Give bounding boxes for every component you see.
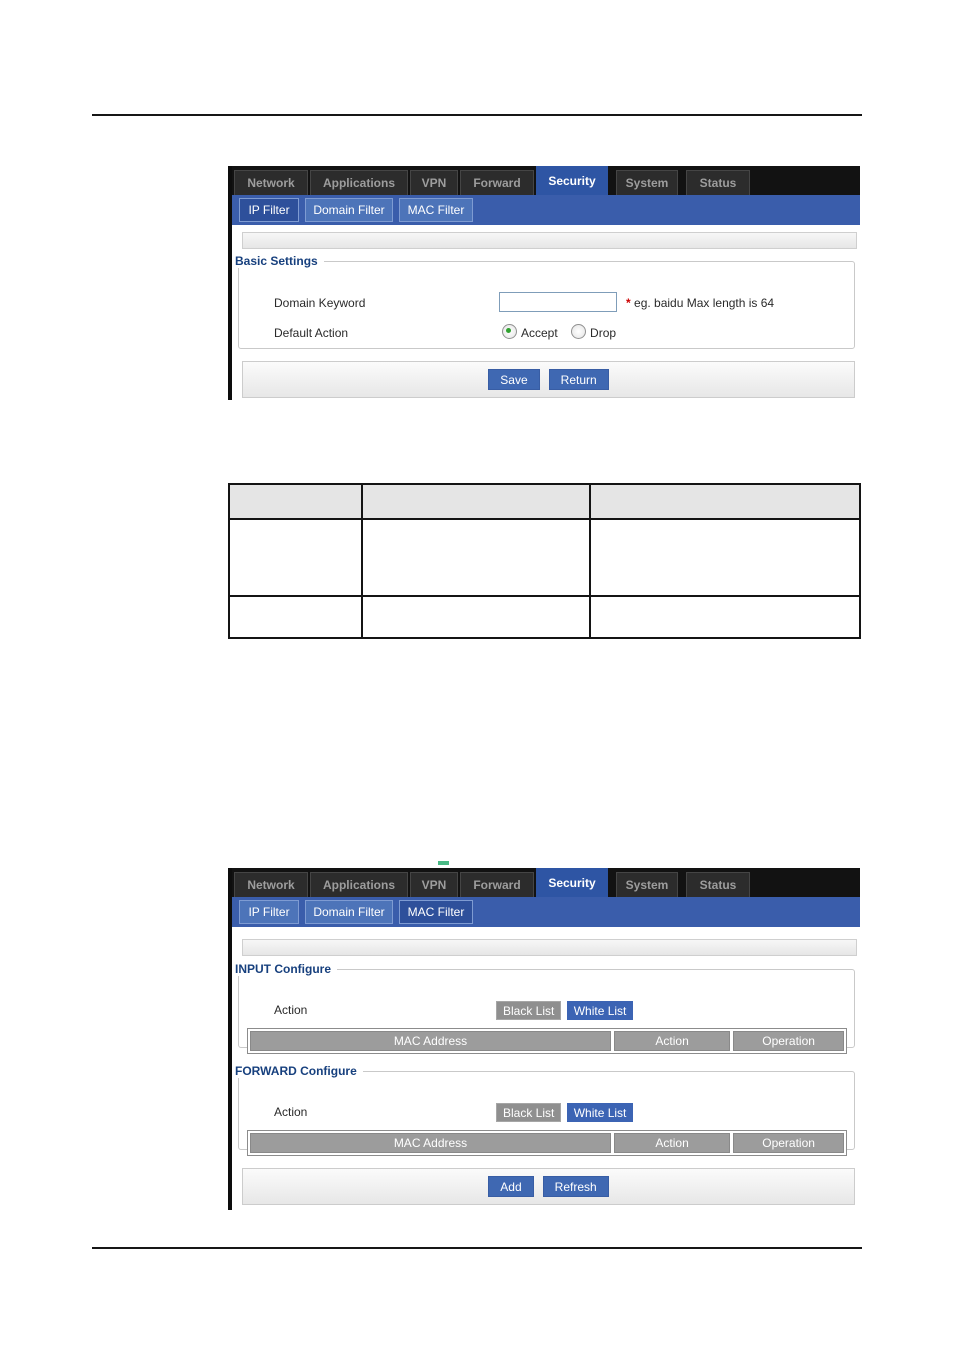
domain-keyword-label: Domain Keyword: [274, 296, 366, 310]
subtab-domain-filter[interactable]: Domain Filter: [305, 900, 393, 924]
filter-subtab-bar: [232, 195, 860, 225]
default-action-label: Default Action: [274, 326, 349, 340]
domain-filter-screenshot: [228, 166, 860, 400]
table-header-cell: [591, 485, 859, 520]
footer-rule: [92, 1247, 862, 1249]
drop-radio-label: Drop: [590, 326, 617, 340]
input-configure-legend: INPUT Configure: [235, 962, 331, 976]
column-action: Action: [614, 1133, 730, 1153]
tab-network[interactable]: Network: [234, 872, 308, 897]
return-button[interactable]: Return: [549, 369, 609, 390]
table-cell: [363, 597, 591, 637]
forward-white-list-button[interactable]: White List: [567, 1103, 634, 1122]
input-configure-panel: [235, 962, 855, 1048]
table-header-cell: [363, 485, 591, 520]
mac-filter-screenshot: [228, 868, 860, 1210]
basic-settings-panel: [235, 254, 855, 349]
refresh-button[interactable]: Refresh: [543, 1176, 609, 1197]
input-white-list-button[interactable]: White List: [567, 1001, 634, 1020]
message-bar: [242, 939, 857, 956]
tab-forward[interactable]: Forward: [460, 872, 534, 897]
tab-vpn[interactable]: VPN: [410, 170, 458, 195]
accept-radio[interactable]: [502, 324, 517, 339]
add-refresh-bar: [242, 1168, 855, 1205]
table-cell: [230, 597, 363, 637]
domain-keyword-input[interactable]: [499, 292, 617, 312]
forward-black-list-button[interactable]: Black List: [496, 1103, 561, 1122]
required-mark: *: [626, 296, 631, 310]
tab-security[interactable]: Security: [536, 166, 608, 195]
tab-status[interactable]: Status: [686, 872, 750, 897]
tab-forward[interactable]: Forward: [460, 170, 534, 195]
save-button[interactable]: Save: [488, 369, 539, 390]
column-mac-address: MAC Address: [250, 1133, 611, 1153]
subtab-ip-filter[interactable]: IP Filter: [239, 198, 299, 222]
column-operation: Operation: [733, 1133, 844, 1153]
filter-subtab-bar: [232, 897, 860, 927]
main-tab-bar: [232, 166, 860, 195]
column-operation: Operation: [733, 1031, 844, 1051]
green-marker-artifact: [438, 861, 449, 865]
drop-radio[interactable]: [571, 324, 586, 339]
table-cell: [230, 520, 363, 597]
table-cell: [591, 597, 859, 637]
tab-vpn[interactable]: VPN: [410, 872, 458, 897]
subtab-mac-filter[interactable]: MAC Filter: [399, 198, 473, 222]
add-button[interactable]: Add: [488, 1176, 533, 1197]
tab-system[interactable]: System: [616, 872, 678, 897]
forward-configure-legend: FORWARD Configure: [235, 1064, 357, 1078]
save-return-bar: [242, 361, 855, 398]
subtab-domain-filter[interactable]: Domain Filter: [305, 198, 393, 222]
input-black-list-button[interactable]: Black List: [496, 1001, 561, 1020]
tab-network[interactable]: Network: [234, 170, 308, 195]
header-rule: [92, 114, 862, 116]
basic-settings-legend: Basic Settings: [235, 254, 318, 268]
subtab-ip-filter[interactable]: IP Filter: [239, 900, 299, 924]
message-bar: [242, 232, 857, 249]
table-cell: [363, 520, 591, 597]
tab-applications[interactable]: Applications: [310, 170, 408, 195]
table-cell: [591, 520, 859, 597]
main-tab-bar: [232, 868, 860, 897]
domain-keyword-hint: [626, 296, 774, 310]
table-header-cell: [230, 485, 363, 520]
input-action-label: Action: [274, 1003, 308, 1017]
forward-mac-table-header: [247, 1130, 847, 1156]
forward-action-toggles: [496, 1103, 633, 1122]
tab-system[interactable]: System: [616, 170, 678, 195]
forward-configure-panel: [235, 1064, 855, 1150]
tab-security[interactable]: Security: [536, 868, 608, 897]
hint-text: eg. baidu Max length is 64: [634, 296, 775, 310]
input-action-toggles: [496, 1001, 633, 1020]
column-mac-address: MAC Address: [250, 1031, 611, 1051]
input-mac-table-header: [247, 1028, 847, 1054]
accept-radio-label: Accept: [521, 326, 558, 340]
subtab-mac-filter[interactable]: MAC Filter: [399, 900, 473, 924]
document-table: [228, 483, 861, 639]
forward-action-label: Action: [274, 1105, 308, 1119]
column-action: Action: [614, 1031, 730, 1051]
tab-applications[interactable]: Applications: [310, 872, 408, 897]
tab-status[interactable]: Status: [686, 170, 750, 195]
default-action-options: [502, 324, 616, 340]
